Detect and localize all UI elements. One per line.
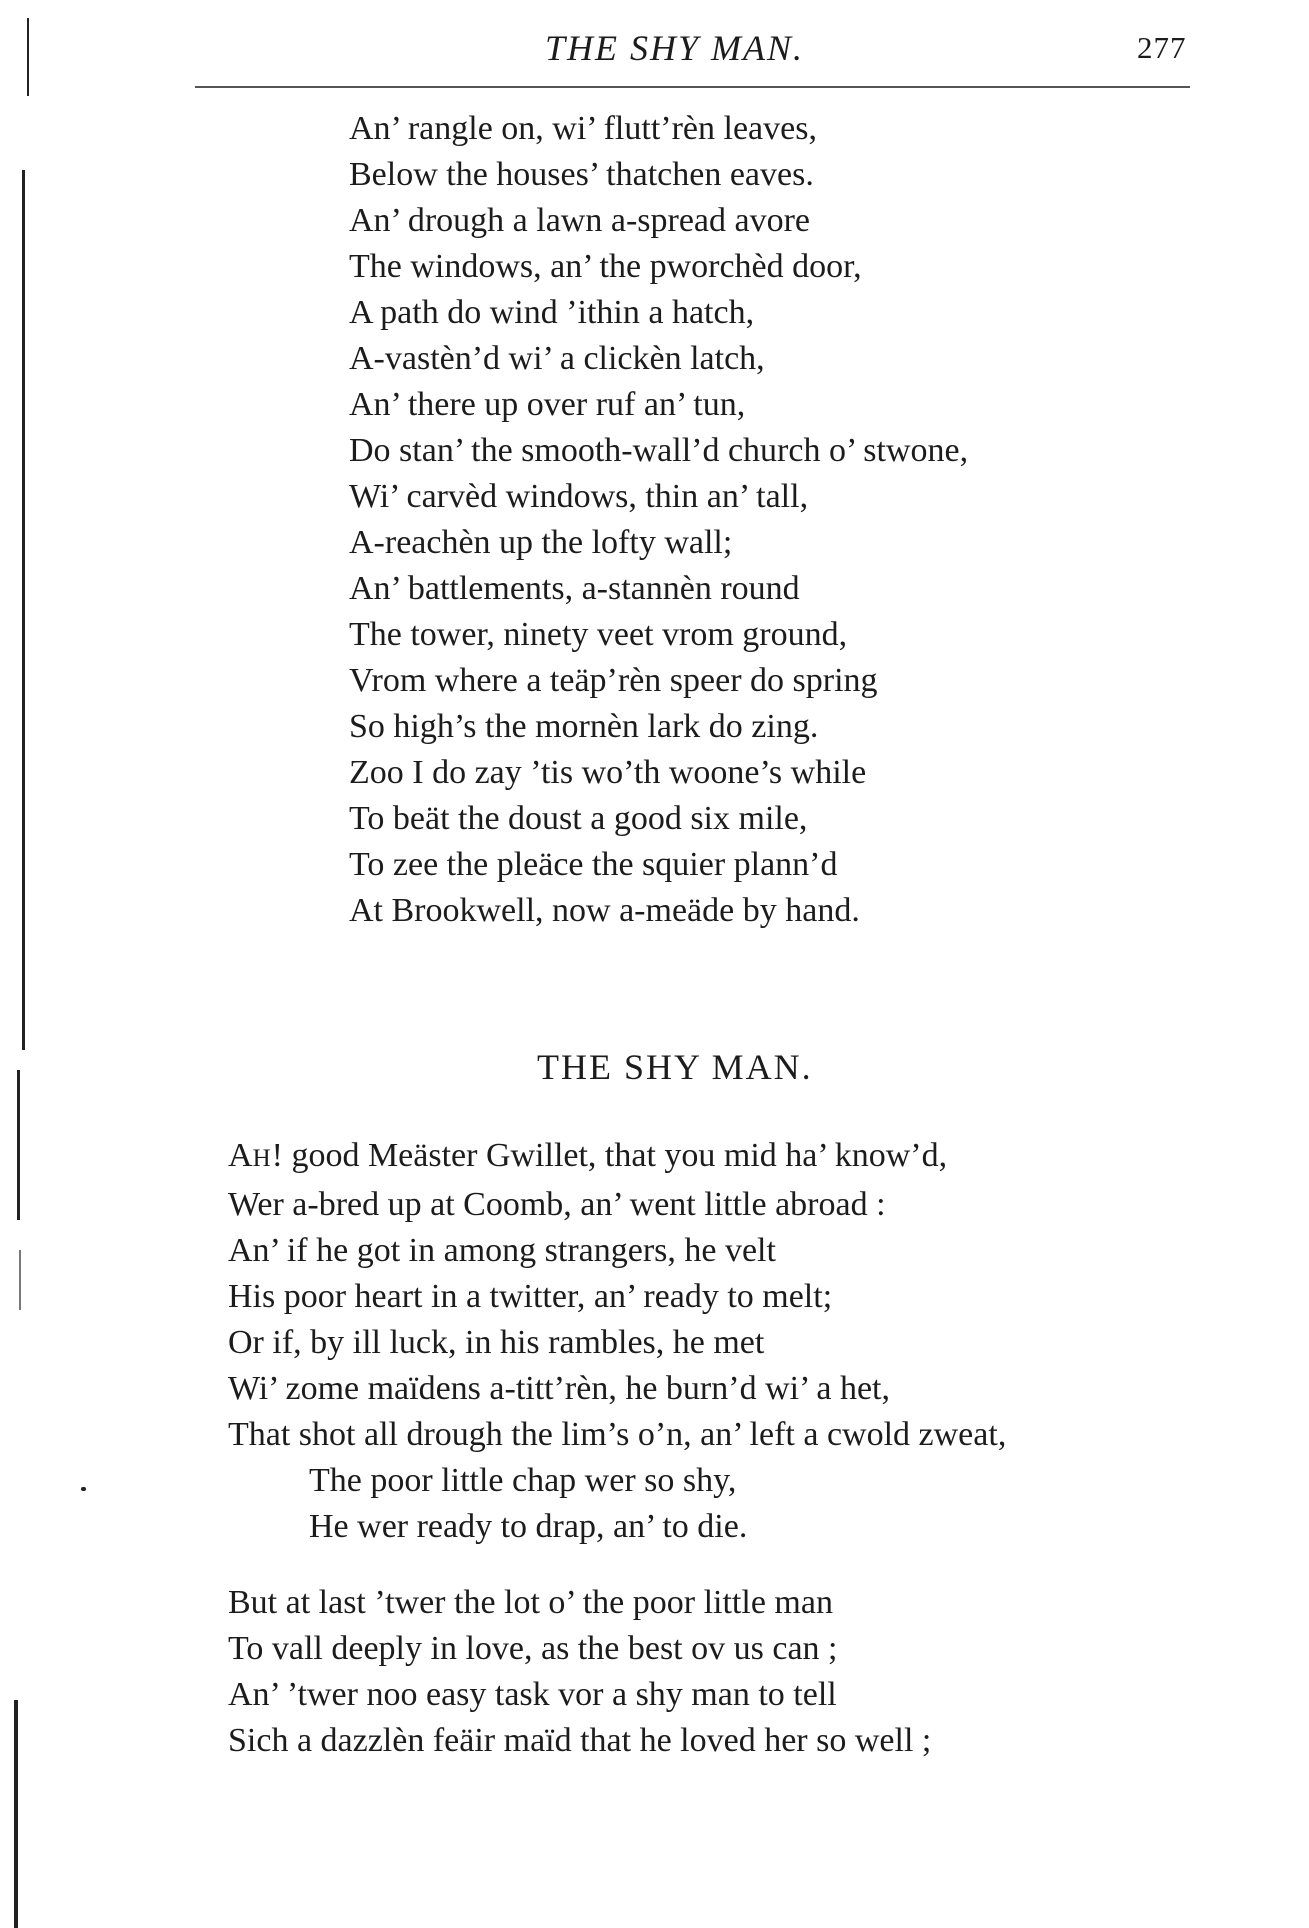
verse-line: Do stan’ the smooth-wall’d church o’ stwone,: [349, 432, 969, 469]
refrain-line: He wer ready to drap, an’ to die.: [309, 1508, 748, 1545]
verse-line: To zee the pleäce the squier plann’d: [349, 846, 838, 883]
verse-line: Wi’ zome maïdens a-titt’rèn, he burn’d wi’ a het,: [228, 1370, 891, 1407]
verse-line: At Brookwell, now a-meäde by hand.: [349, 892, 860, 929]
verse-line: Vrom where a teäp’rèn speer do spring: [349, 662, 878, 699]
drop-capital: A: [228, 1137, 253, 1174]
running-head: THE SHY MAN.: [545, 28, 805, 68]
verse-line: The windows, an’ the pworchèd door,: [349, 248, 862, 285]
page-edge-mark: [27, 18, 29, 96]
verse-line: So high’s the mornèn lark do zing.: [349, 708, 819, 745]
verse-line: A-reachèn up the lofty wall;: [349, 524, 733, 561]
page-number: 277: [1137, 30, 1187, 65]
refrain-line: The poor little chap wer so shy,: [309, 1462, 737, 1499]
first-line-rest: ! good Meäster Gwillet, that you mid ha’ know’d,: [271, 1137, 948, 1174]
verse-line: To beät the doust a good six mile,: [349, 800, 808, 837]
previous-poem-ending: [349, 106, 968, 934]
ink-speck: [81, 1487, 86, 1491]
stanza-2: [228, 1580, 931, 1764]
verse-line: Wi’ carvèd windows, thin an’ tall,: [349, 478, 809, 515]
verse-line: An’ if he got in among strangers, he velt: [228, 1232, 776, 1269]
verse-line: To vall deeply in love, as the best ov us can ;: [228, 1630, 838, 1667]
verse-line: Zoo I do zay ’tis wo’th woone’s while: [349, 754, 867, 791]
verse-line: Sich a dazzlèn feäir maïd that he loved her so well ;: [228, 1722, 932, 1759]
header-rule: [195, 86, 1190, 88]
stanza-1: [228, 1133, 1006, 1550]
verse-line: But at last ’twer the lot o’ the poor little man: [228, 1584, 833, 1621]
verse-line: That shot all drough the lim’s o’n, an’ left a cwold zweat,: [228, 1416, 1007, 1453]
page-edge-mark: [17, 1070, 20, 1220]
verse-line: An’ rangle on, wi’ flutt’rèn leaves,: [349, 110, 817, 147]
verse-line: Wer a-bred up at Coomb, an’ went little abroad :: [228, 1186, 886, 1223]
poem-title: THE SHY MAN.: [537, 1047, 813, 1087]
verse-line: An’ there up over ruf an’ tun,: [349, 386, 746, 423]
verse-line: His poor heart in a twitter, an’ ready to melt;: [228, 1278, 833, 1315]
verse-line: A-vastèn’d wi’ a clickèn latch,: [349, 340, 765, 377]
verse-line: An’ drough a lawn a-spread avore: [349, 202, 811, 239]
page-edge-mark: [19, 1250, 21, 1310]
verse-line: An’ battlements, a-stannèn round: [349, 570, 800, 607]
page-edge-mark: [14, 1700, 18, 1928]
small-caps-letter: H: [252, 1145, 272, 1172]
verse-line: Below the houses’ thatchen eaves.: [349, 156, 814, 193]
verse-line: The tower, ninety veet vrom ground,: [349, 616, 848, 653]
page-edge-mark: [22, 170, 25, 1050]
verse-line-first: [228, 1133, 1006, 1182]
verse-line: A path do wind ’ithin a hatch,: [349, 294, 755, 331]
verse-line: Or if, by ill luck, in his rambles, he met: [228, 1324, 765, 1361]
verse-line: An’ ’twer noo easy task vor a shy man to tell: [228, 1676, 837, 1713]
